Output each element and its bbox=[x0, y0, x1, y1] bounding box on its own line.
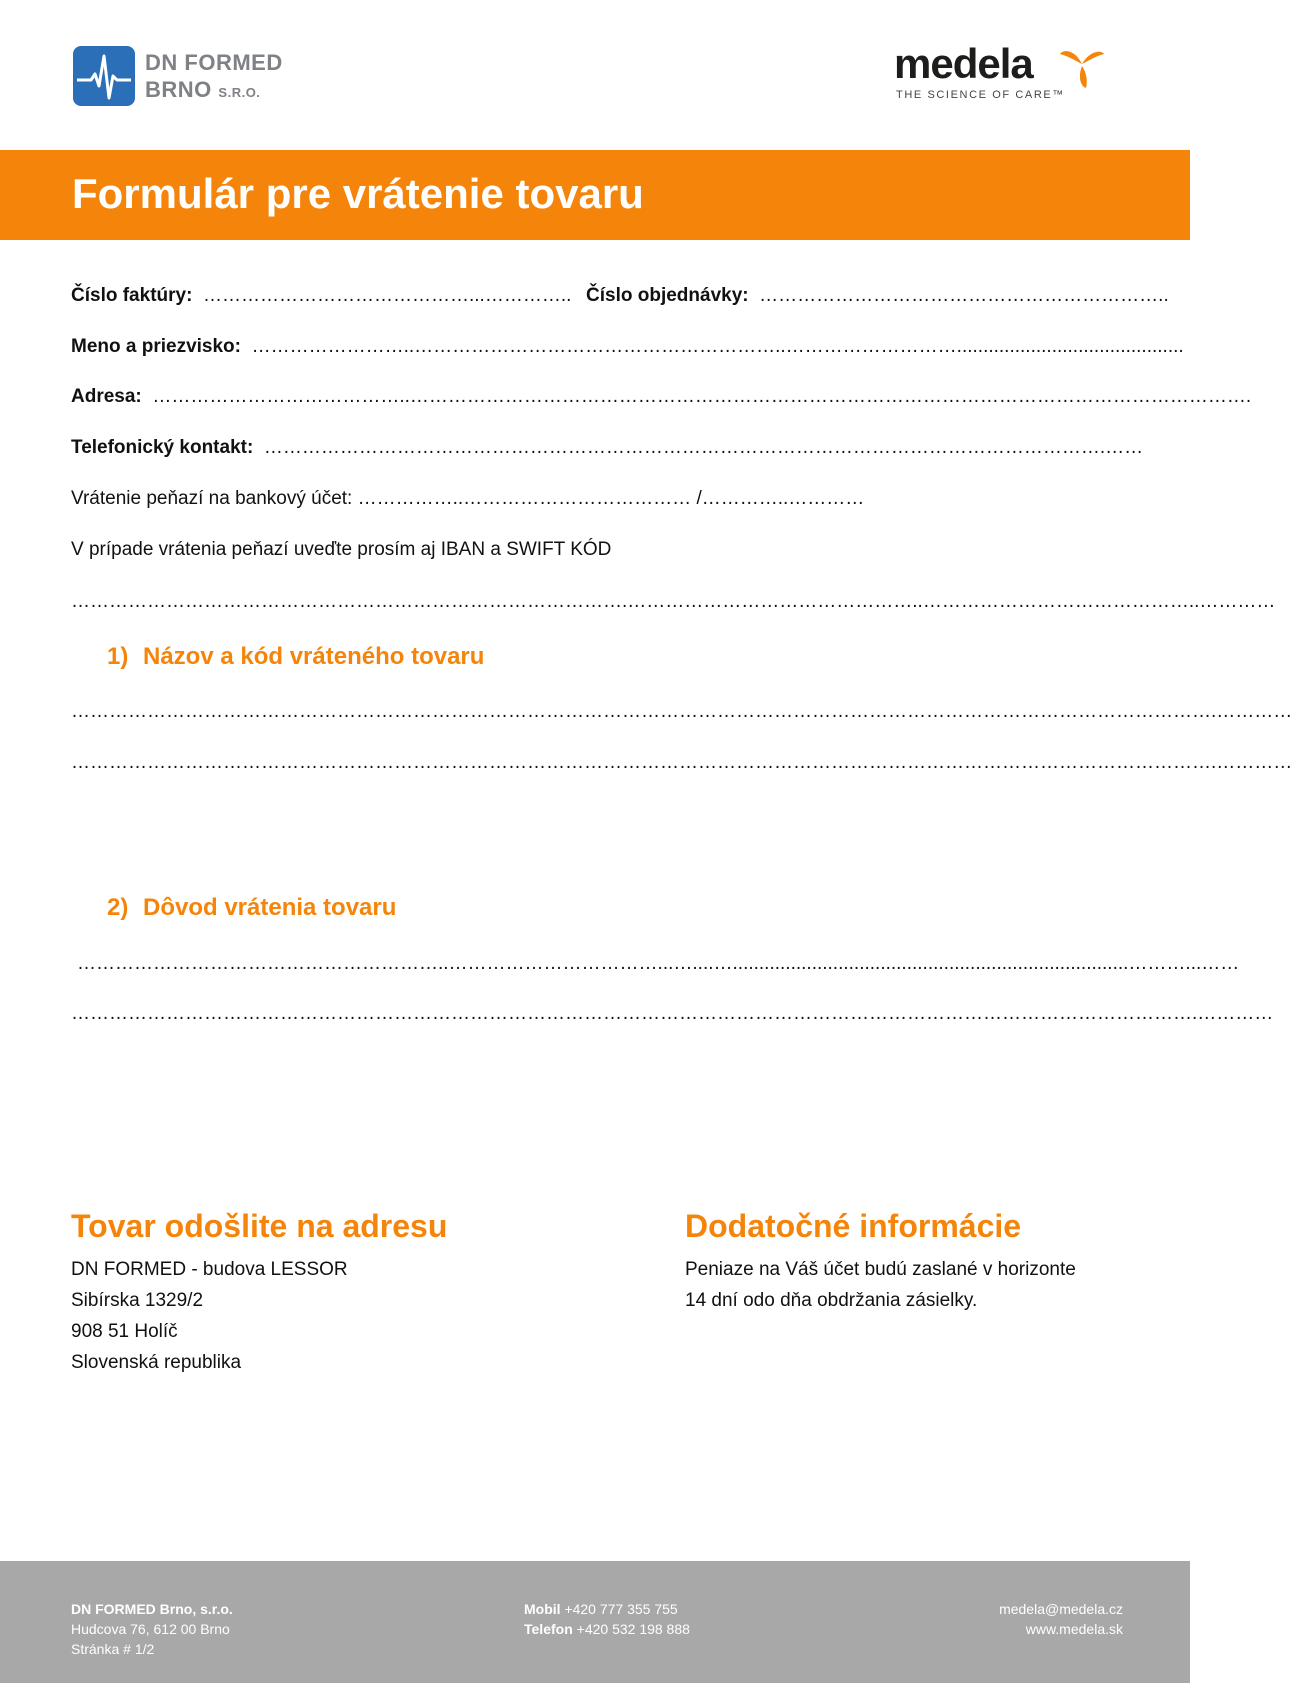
ship-to-line-4: Slovenská republika bbox=[71, 1352, 242, 1373]
heartbeat-logo-icon bbox=[73, 46, 135, 106]
phone-field[interactable] bbox=[71, 437, 1144, 459]
address-field[interactable] bbox=[71, 386, 1252, 408]
product-line-1[interactable]: ……………………………………………………………………………………………………………………………………………………………….………… bbox=[71, 701, 1292, 722]
footer-website-link[interactable]: www.medela.sk bbox=[1025, 1621, 1123, 1637]
footer-phone: +420 532 198 888 bbox=[576, 1621, 690, 1637]
additional-info-line-2: 14 dní odo dňa obdržania zásielky. bbox=[685, 1290, 978, 1311]
name-field[interactable] bbox=[71, 336, 1184, 358]
address-label: Adresa: bbox=[71, 386, 142, 407]
dn-logo-line1: DN FORMED bbox=[145, 50, 283, 75]
product-line-2[interactable]: ……………………………………………………………………………………………………………………………………………………………….………… bbox=[71, 752, 1292, 773]
medela-wordmark: medela bbox=[894, 40, 1033, 87]
footer-company-name: DN FORMED Brno, s.r.o. bbox=[71, 1601, 233, 1617]
page-title: Formulár pre vrátenie tovaru bbox=[72, 170, 644, 217]
ship-to-line-2: Sibírska 1329/2 bbox=[71, 1290, 204, 1311]
order-dots: ……………………………………………………….. bbox=[759, 285, 1169, 306]
reason-line-1[interactable]: …………………………………………………..……………………………...…....…...........................................................................………...…… bbox=[77, 953, 1240, 974]
iban-line[interactable]: …………………………………………………………………………….………………………………………..……………………………………..………… bbox=[71, 591, 1276, 612]
bank-separator: / bbox=[696, 488, 702, 509]
bank-label: Vrátenie peňazí na bankový účet: bbox=[71, 488, 353, 509]
ship-to-line-1: DN FORMED - budova LESSOR bbox=[71, 1259, 348, 1280]
section-2-number: 2) bbox=[107, 894, 129, 921]
footer bbox=[0, 1561, 1190, 1683]
medela-tagline: THE SCIENCE OF CARE™ bbox=[896, 89, 1065, 101]
medela-petal-icon bbox=[1060, 46, 1104, 88]
invoice-label: Číslo faktúry: bbox=[71, 285, 193, 306]
bank-account-field[interactable] bbox=[71, 488, 865, 510]
name-dots: ……………………..…………………………………………………..………………………........................................... bbox=[251, 336, 1184, 357]
iban-note: V prípade vrátenia peňazí uveďte prosím aj IBAN a SWIFT KÓD bbox=[71, 539, 612, 560]
footer-phone-label: Telefon bbox=[524, 1621, 573, 1637]
additional-info-line-1: Peniaze na Váš účet budú zaslané v horizonte bbox=[685, 1259, 1076, 1280]
section-1-number: 1) bbox=[107, 643, 129, 670]
section-1-heading bbox=[107, 643, 484, 671]
ship-to-address bbox=[71, 1254, 348, 1378]
name-label: Meno a priezvisko: bbox=[71, 336, 241, 357]
footer-company bbox=[71, 1599, 233, 1659]
section-2-heading bbox=[107, 894, 396, 922]
invoice-number-field[interactable] bbox=[71, 285, 572, 307]
phone-dots: …………………………………………………………………………………………………………………….…… bbox=[263, 437, 1144, 458]
ship-to-line-3: 908 51 Holíč bbox=[71, 1321, 178, 1342]
footer-mobile-label: Mobil bbox=[524, 1601, 561, 1617]
additional-info-heading: Dodatočné informácie bbox=[685, 1208, 1022, 1244]
address-dots: …………………………………..……………………………………………………………………………………………………………………. bbox=[152, 386, 1252, 407]
footer-page-number: Stránka # 1/2 bbox=[71, 1641, 155, 1657]
footer-email-link[interactable]: medela@medela.cz bbox=[999, 1601, 1123, 1617]
footer-mobile: +420 777 355 755 bbox=[564, 1601, 678, 1617]
footer-street: Hudcova 76, 612 00 Brno bbox=[71, 1621, 230, 1637]
footer-web bbox=[999, 1599, 1123, 1639]
dn-logo-line2: BRNO S.R.O. bbox=[145, 77, 261, 102]
additional-info-text bbox=[685, 1254, 1076, 1316]
section-2-title: Dôvod vrátenia tovaru bbox=[143, 894, 397, 921]
reason-line-2[interactable]: …………………………………………………………………………………………………………………………………………………………….………… bbox=[71, 1003, 1274, 1024]
phone-label: Telefonický kontakt: bbox=[71, 437, 254, 458]
footer-contacts bbox=[524, 1599, 690, 1639]
invoice-dots: ……………………………………...………….. bbox=[202, 285, 572, 306]
bank-code-dots: …………..………… bbox=[701, 488, 865, 509]
section-1-title: Názov a kód vráteného tovaru bbox=[143, 643, 485, 670]
order-number-field[interactable] bbox=[586, 285, 1169, 307]
order-label: Číslo objednávky: bbox=[586, 285, 749, 306]
ship-to-heading: Tovar odošlite na adresu bbox=[71, 1208, 448, 1244]
title-band bbox=[0, 150, 1190, 240]
dn-formed-logo bbox=[73, 46, 323, 108]
medela-logo bbox=[894, 42, 1104, 106]
bank-dots: ……………..……………………………… bbox=[357, 488, 697, 509]
